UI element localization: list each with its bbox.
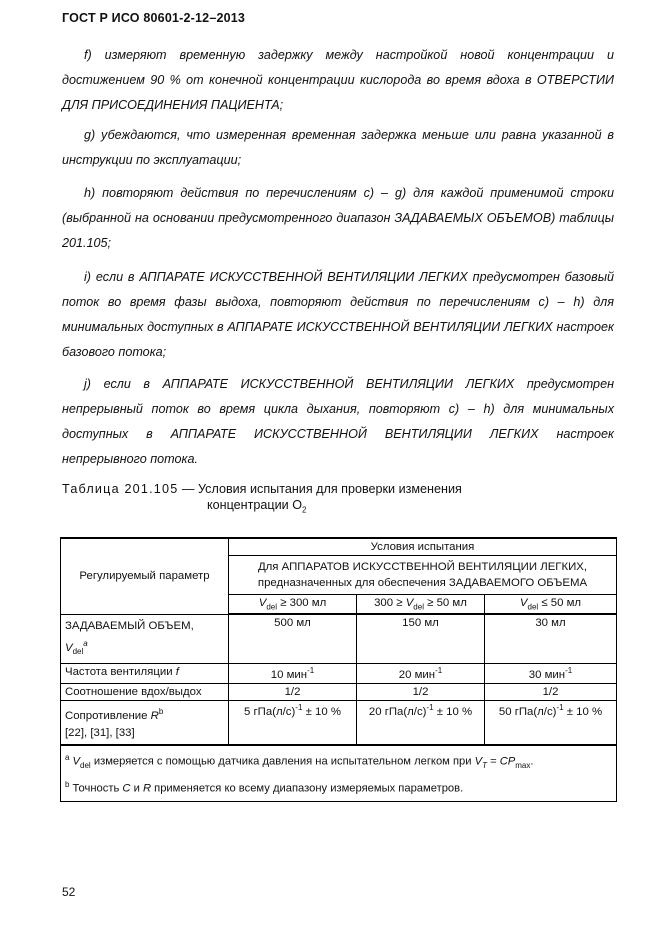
paragraph-j: j) если в АППАРАТЕ ИСКУССТВЕННОЙ ВЕНТИЛЯЦИИ ЛЕГКИХ предусмотрен непрерывный поток во время цикла дыхания, повторяют c) – h) для минимальных доступных в АППАРАТЕ ИСКУССТВЕННОЙ ВЕНТИЛЯЦИИ ЛЕГКИХ настроек непрерывного потока. — [62, 377, 614, 466]
test-conditions-table — [60, 537, 617, 802]
table-caption — [62, 481, 462, 497]
param-header: Регулируемый параметр — [61, 538, 229, 614]
col-header-3: $V_{del} \le 50$ мл — [485, 595, 617, 615]
paragraph-f: f) измеряют временную задержку между настройкой новой концентрации и достижением 90 % от конечной концентрации кислорода во время вдоха в ОТВЕРСТИИ ДЛЯ ПРИСОЕДИНЕНИЯ ПАЦИЕНТА; — [62, 48, 614, 112]
table-caption-line2: концентрации $O_2$ — [207, 498, 307, 515]
col-header-1: $V_{del} \ge 300$ мл — [229, 595, 357, 615]
table-caption-label: Таблица 201.105 — [62, 482, 179, 496]
table-row: ЗАДАВАЕМЫЙ ОБЪЕМ, $V_{del}^a$ 500 мл 150 мл 30 мл — [61, 614, 617, 663]
paragraph-i: i) если в АППАРАТЕ ИСКУССТВЕННОЙ ВЕНТИЛЯЦИИ ЛЕГКИХ предусмотрен базовый поток во время фазы выдоха, повторяют действия по перечислениям c) – h) для минимальных доступных в АППАРАТЕ ИСКУССТВЕННОЙ ВЕНТИЛЯЦИИ ЛЕГКИХ настроек базового потока; — [62, 270, 614, 359]
conditions-header: Условия испытания — [229, 538, 617, 556]
note-a: $^a$ $V_{del}$ измеряется с помощью датчика давления на испытательном легком при $V_T = CP_{max}$. — [65, 753, 534, 771]
document-header: ГОСТ Р ИСО 80601-2-12–2013 — [62, 11, 246, 25]
table-row: Сопротивление $R^b$ [22], [31], [33] 5 $гПа(л/с)^{-1} \pm 10$ % 20 $гПа(л/с)^{-1} \pm 10$ % 50 $гПа(л/с)^{-1} \pm 10$ % — [61, 700, 617, 745]
table-caption-title: — Условия испытания для проверки изменения — [178, 482, 462, 496]
paragraph-h: h) повторяют действия по перечислениям c) – g) для каждой применимой строки (выбранной на основании предусмотренного диапазон ЗАДАВАЕМЫХ ОБЪЕМОВ) таблицы 201.105; — [62, 186, 614, 250]
col-header-2: $300 \ge V_{del} \ge 50$ мл — [357, 595, 485, 615]
page-number: 52 — [62, 885, 76, 899]
table-row: Соотношение вдох/выдох 1/2 1/2 1/2 — [61, 683, 617, 700]
table-row: Частота вентиляции f 10 мин$^{-1}$ 20 мин$^{-1}$ 30 мин$^{-1}$ — [61, 663, 617, 683]
paragraph-g: g) убеждаются, что измеренная временная задержка меньше или равна указанной в инструкции по эксплуатации; — [62, 128, 614, 167]
table-notes — [61, 745, 617, 801]
group-header: Для АППАРАТОВ ИСКУССТВЕННОЙ ВЕНТИЛЯЦИИ ЛЕГКИХ, предназначенных для обеспечения ЗАДАВАЕМОГО ОБЪЕМА — [229, 556, 617, 595]
note-b: $^b$ Точность C и R применяется ко всему диапазону измеряемых параметров. — [65, 780, 464, 796]
